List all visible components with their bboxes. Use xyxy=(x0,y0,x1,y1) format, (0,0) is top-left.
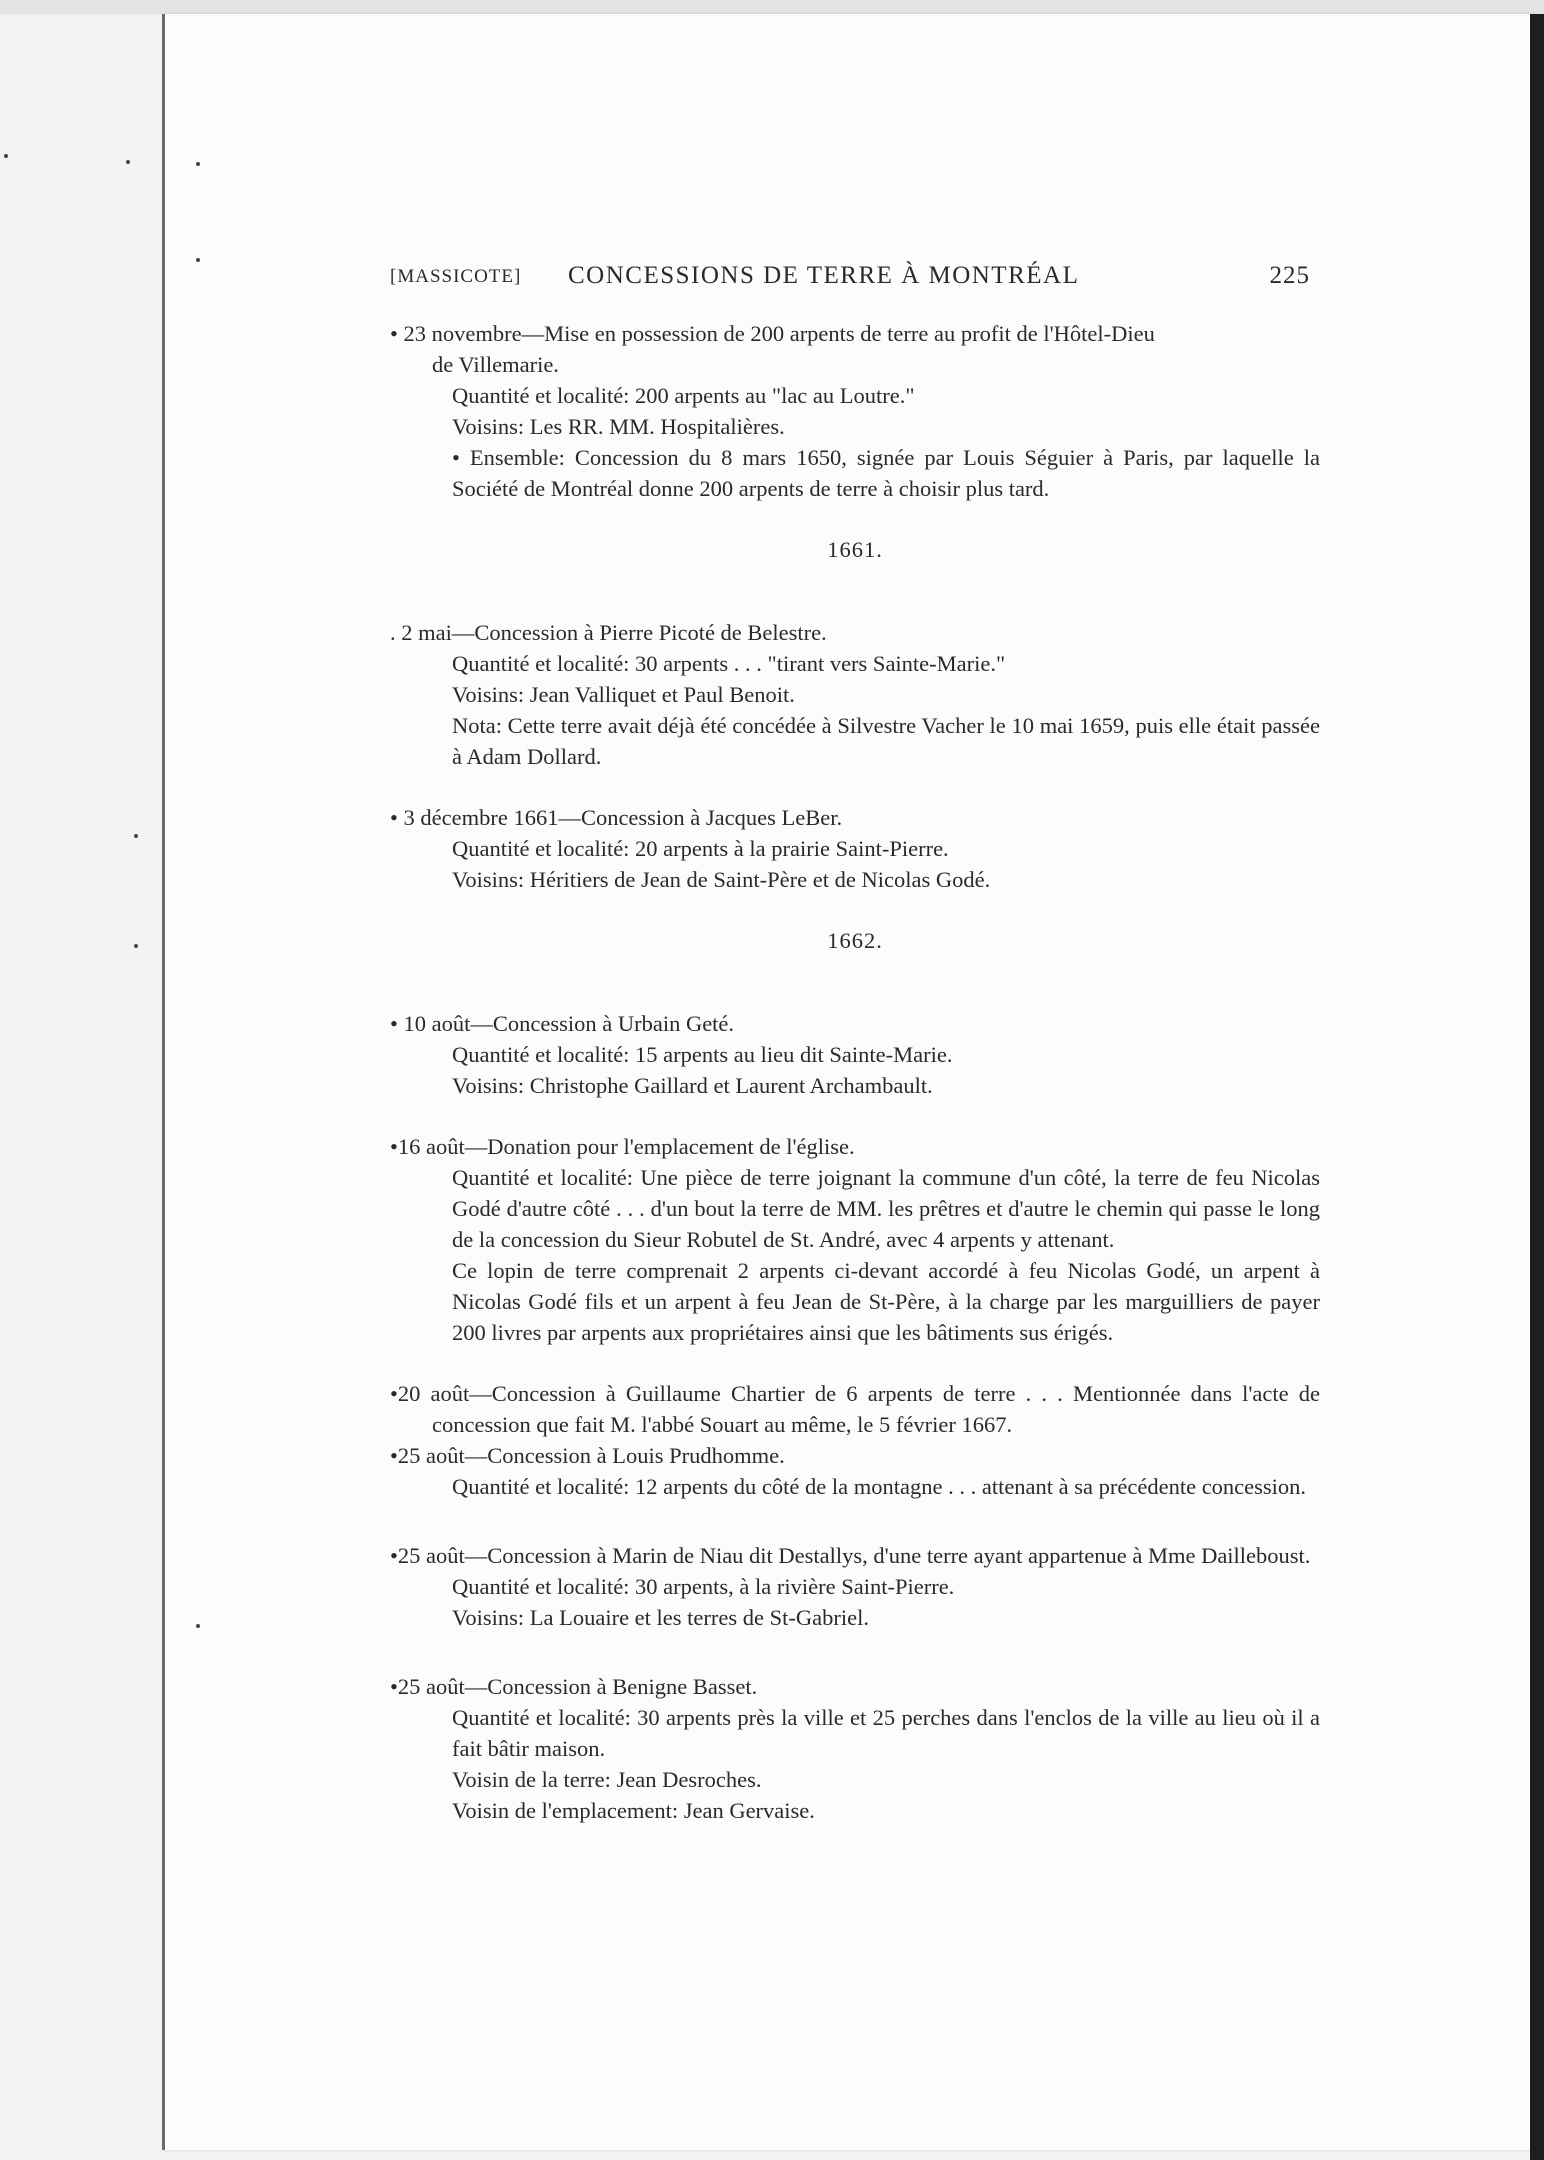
entry-detail: Quantité et localité: Une pièce de terre joignant la commune d'un côté, la terre de feu Nicolas Godé d'autre côté . . . d'un bout la terre de MM. les prêtres et d'autre le chemin qui passe le long de la concession du Sieur Robutel de St. André, avec 4 arpents y attenant. xyxy=(452,1165,1320,1252)
margin-speck xyxy=(4,154,8,158)
entry-detail: Quantité et localité: 30 arpents, à la rivière Saint-Pierre. xyxy=(452,1574,955,1599)
entry-detail: Nota: Cette terre avait déjà été concédée à Silvestre Vacher le 10 mai 1659, puis elle était passée à Adam Dollard. xyxy=(452,713,1320,769)
scan-right-edge xyxy=(1530,14,1544,2160)
entry-detail: Quantité et localité: 20 arpents à la prairie Saint-Pierre. xyxy=(452,836,949,861)
entry-20-aout xyxy=(390,1378,1320,1440)
entry-lead: •16 août—Donation pour l'emplacement de l'église. xyxy=(390,1134,855,1159)
entry-detail: Voisins: Jean Valliquet et Paul Benoit. xyxy=(452,682,795,707)
margin-speck xyxy=(134,944,138,948)
entry-lead: •25 août—Concession à Louis Prudhomme. xyxy=(390,1443,785,1468)
entry-detail: Voisins: Héritiers de Jean de Saint-Père et de Nicolas Godé. xyxy=(452,867,991,892)
margin-speck xyxy=(196,162,200,166)
entry-detail: Quantité et localité: 12 arpents du côté de la montagne . . . attenant à sa précédente concession. xyxy=(452,1474,1307,1499)
entry-lead: •25 août—Concession à Benigne Basset. xyxy=(390,1674,758,1699)
year-heading-1662: 1662. xyxy=(827,928,883,953)
page-number: 225 xyxy=(1269,262,1310,289)
entry-25-aout-basset xyxy=(390,1671,1320,1826)
margin-speck xyxy=(196,1624,200,1628)
entry-detail: Voisins: Christophe Gaillard et Laurent Archambault. xyxy=(452,1073,933,1098)
entry-25-aout-destallys xyxy=(390,1540,1320,1633)
entry-16-aout xyxy=(390,1131,1320,1348)
entry-lead: • 10 août—Concession à Urbain Geté. xyxy=(390,1011,735,1036)
running-header xyxy=(390,262,1310,298)
entry-detail: Quantité et localité: 15 arpents au lieu dit Sainte-Marie. xyxy=(452,1042,953,1067)
entry-lead: •25 août—Concession à Marin de Niau dit Destallys, d'une terre ayant appartenue à Mme Dailleboust. xyxy=(390,1543,1311,1568)
margin-speck xyxy=(134,834,138,838)
scan-top-edge xyxy=(0,0,1544,14)
entry-10-aout xyxy=(390,1008,1320,1101)
entry-detail: Voisins: La Louaire et les terres de St-Gabriel. xyxy=(452,1605,869,1630)
entry-continuation: de Villemarie. xyxy=(432,352,559,377)
margin-speck xyxy=(196,258,200,262)
entry-detail: Voisins: Les RR. MM. Hospitalières. xyxy=(452,414,785,439)
entry-detail: Quantité et localité: 30 arpents . . . "tirant vers Sainte-Marie." xyxy=(452,651,1006,676)
entry-23-novembre xyxy=(390,318,1320,504)
entry-lead: •20 août—Concession à Guillaume Chartier de 6 arpents de terre . . . Mentionnée dans l'acte de concession que fait M. l'abbé Souart au même, le 5 février 1667. xyxy=(390,1381,1320,1437)
entry-detail: Quantité et localité: 30 arpents près la ville et 25 perches dans l'enclos de la ville au lieu où il a fait bâtir maison. xyxy=(452,1705,1320,1761)
entry-lead: • 3 décembre 1661—Concession à Jacques LeBer. xyxy=(390,805,843,830)
entry-detail: Quantité et localité: 200 arpents au "lac au Loutre." xyxy=(452,383,915,408)
entry-detail: Ce lopin de terre comprenait 2 arpents ci-devant accordé à feu Nicolas Godé, un arpent à Nicolas Godé fils et un arpent à feu Jean de St-Père, à la charge par les marguilliers de payer 200 livres par arpents aux propriétaires ainsi que les bâtiments sus érigés. xyxy=(452,1258,1320,1345)
year-heading-1661: 1661. xyxy=(827,537,883,562)
entry-detail: • Ensemble: Concession du 8 mars 1650, signée par Louis Séguier à Paris, par laquelle la Société de Montréal donne 200 arpents de terre à choisir plus tard. xyxy=(452,445,1320,501)
entry-detail: Voisin de l'emplacement: Jean Gervaise. xyxy=(452,1798,815,1823)
margin-speck xyxy=(126,160,130,164)
entry-lead: • 23 novembre—Mise en possession de 200 arpents de terre au profit de l'Hôtel-Dieu xyxy=(390,321,1155,346)
entry-2-mai xyxy=(390,617,1320,772)
entry-25-aout-prudhomme xyxy=(390,1440,1320,1502)
running-header-author: [MASSICOTE] xyxy=(390,266,522,287)
entry-3-decembre xyxy=(390,802,1320,895)
entry-lead: . 2 mai—Concession à Pierre Picoté de Belestre. xyxy=(390,620,827,645)
entry-detail: Voisin de la terre: Jean Desroches. xyxy=(452,1767,762,1792)
page-body xyxy=(390,318,1320,1826)
running-header-title: CONCESSIONS DE TERRE À MONTRÉAL xyxy=(568,262,1080,289)
